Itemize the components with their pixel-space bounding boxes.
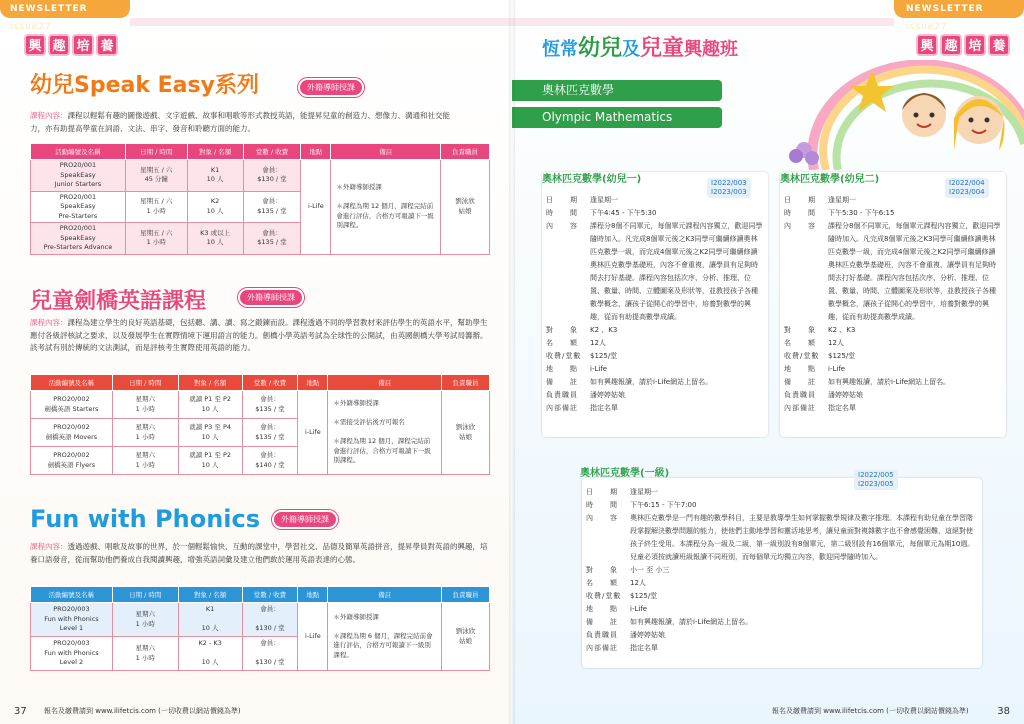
th: 地點 xyxy=(298,587,328,603)
detail-row: 日 期 逢星期一 xyxy=(546,196,618,204)
th: 備註 xyxy=(328,375,442,391)
cell-name: PRO20/001 SpeakEasy Pre-Starters Advance xyxy=(31,223,126,255)
newsletter-label: NEWSLETTER xyxy=(10,4,88,14)
detail-row: 內 容 課程分8個不同單元，每個單元課程內容獨立，歡迎同學隨時加入。凡完成8個單元後之K3同學可繼續修讀奧林匹克數學一級，而完成4個單元後之K2同學可繼續修讀奧林匹克數學基礎班，內容不會重複，讓學員有足夠時間去打好基礎。課程內容包括次序、分析、推理、位置、數量、時間、立體圖案及形狀等，並教授孩子各種數學概念，讓孩子從開心的學習中，培養對數學的興趣，從而有助提高數學成績。 xyxy=(546,222,763,321)
desc-label: 課程內容： xyxy=(30,542,68,551)
cell-target: 就讀 P3 至 P4 10 人 xyxy=(178,419,242,447)
th: 地點 xyxy=(301,144,331,160)
cell-target: K3 或以上 10 人 xyxy=(187,223,243,255)
detail-row: 內部備註 指定名單 xyxy=(784,404,856,412)
table-row xyxy=(31,603,490,637)
card-title: 奧林匹克數學(一級) xyxy=(580,468,670,479)
newsletter-label: NEWSLETTER xyxy=(906,4,984,14)
cambridge-tag: 外籍導師授課 xyxy=(238,288,304,307)
badge-char: 養 xyxy=(988,34,1010,56)
desc-text: 課程以輕鬆有趣的圖像遊戲、文字遊戲、故事和唱歌等形式教授英語，能提昇兒童的創造力、想像力、溝通和社交能力，亦有助提高學童在詞語、文法、串字、發音和聆聽方面的能力。 xyxy=(30,111,450,133)
cell-staff: 劉泳欣 姑娘 xyxy=(441,160,490,255)
desc-label: 課程內容： xyxy=(30,111,68,120)
cell-target: K2 - K3 10 人 xyxy=(178,637,242,671)
cell-name: PRO20/002 劍橋英語 Flyers xyxy=(31,447,113,475)
table-row xyxy=(31,391,490,419)
th: 地點 xyxy=(298,375,328,391)
detail-row: 對 象 K2 、K3 xyxy=(546,326,618,334)
th: 日期 / 時間 xyxy=(112,587,178,603)
card-details xyxy=(784,194,1002,415)
phonics-tag: 外籍導師授課 xyxy=(272,510,338,529)
cell-target: 就讀 P1 至 P2 10 人 xyxy=(178,391,242,419)
cell-name: PRO20/003 Fun with Phonics Level 2 xyxy=(31,637,113,671)
th: 對象 / 名額 xyxy=(178,587,242,603)
cell-name: PRO20/001 SpeakEasy Pre-Starters xyxy=(31,191,126,223)
detail-row: 時 間 下午5:30 - 下午6:15 xyxy=(784,209,895,217)
badge-char: 興 xyxy=(916,34,938,56)
page-right xyxy=(512,0,1024,724)
cell-name: PRO20/002 劍橋英語 Starters xyxy=(31,391,113,419)
table-header xyxy=(31,375,490,391)
cell-place: i-Life xyxy=(301,160,331,255)
speak-easy-title: 幼兒Speak Easy系列 xyxy=(30,73,259,98)
badge-char: 養 xyxy=(96,34,118,56)
card-title: 奧林匹克數學(幼兒一) xyxy=(542,174,642,185)
cell-fee: 會員： $140 / 堂 xyxy=(242,447,298,475)
phonics-title: Fun with Phonics xyxy=(30,505,261,533)
detail-row: 時 間 下午6:15 - 下午7:00 xyxy=(586,501,697,509)
desc-label: 課程內容： xyxy=(30,318,68,327)
cell-notes: ＊外籍導師授課 ＊課程為期 12 個月，課程完結前會進行評估，合格方可報讀下一級別課程。 xyxy=(331,160,441,255)
detail-row: 備 註 如有興趣報讀，請於i-Life網站上留名。 xyxy=(586,618,753,626)
detail-row: 地 點 i-Life xyxy=(546,365,608,373)
th: 對象 / 名額 xyxy=(178,375,242,391)
header-stripe xyxy=(512,18,894,26)
cell-fee: 會員： $135 / 堂 xyxy=(243,191,301,223)
cell-place: i-Life xyxy=(298,391,328,475)
cell-name: PRO20/003 Fun with Phonics Level 1 xyxy=(31,603,113,637)
cell-staff: 劉泳欣 姑娘 xyxy=(442,603,490,671)
cell-name: PRO20/002 劍橋英語 Movers xyxy=(31,419,113,447)
detail-row: 日 期 逢星期一 xyxy=(784,196,856,204)
cell-fee: 會員： $130 / 堂 xyxy=(243,160,301,192)
detail-row: 地 點 i-Life xyxy=(586,605,648,613)
cell-target: K1 10 人 xyxy=(178,603,242,637)
page-footer: 報名及繳費請到 www.ilifetcis.com (一切收費以網站價錢為準) xyxy=(772,707,969,715)
cell-target: 就讀 P1 至 P2 10 人 xyxy=(178,447,242,475)
detail-row: 內 容 課程分8個不同單元，每個單元課程內容獨立，歡迎同學隨時加入。凡完成8個單元後之K3同學可繼續修讀奧林匹克數學一級，而完成4個單元後之K2同學可繼續修讀奧林匹克數學基礎班，內容不會重複，讓學員有足夠時間去打好基礎。課程內容包括次序、分析、推理、位置、數量、時間、立體圖案及形狀等，並教授孩子各種數學概念，讓孩子從開心的學習中，培養對數學的興趣，從而有助提高數學成績。 xyxy=(784,222,1001,321)
detail-row: 名 額 12人 xyxy=(586,579,646,587)
detail-row: 收費/堂數 $125/堂 xyxy=(546,352,618,360)
detail-row: 名 額 12人 xyxy=(784,339,844,347)
badge-char: 培 xyxy=(72,34,94,56)
detail-row: 備 註 如有興趣報讀，請於i-Life網站上留名。 xyxy=(784,378,951,386)
detail-row: 內 容 奧林匹克數學是一門有趣的數學科目，主要是教導學生如何掌握數學規律及數字推理。本課程有助兒童在學習階段掌握解決數學問題的能力，使他們主動地學習和靈活地思考，讓兒童面對複雜數字也不會感覺困難，這絕對使孩子終生受用。本課程分為一級及二級，第一級別設有8個單元，第二級別設有16個單元，每個單元為期10週。兒童必須按就讀班級報讀不同班別，而每個單元均獨立內容，歡迎同學隨時加入。 xyxy=(586,514,975,561)
kids-illustration xyxy=(774,60,1024,170)
table-header xyxy=(31,587,490,603)
newsletter-header-bar xyxy=(894,0,1024,32)
th: 活動編號及名稱 xyxy=(31,144,126,160)
cell-name: PRO20/001 SpeakEasy Junior Starters xyxy=(31,160,126,192)
cell-place: i-Life xyxy=(298,603,328,671)
page-number: 38 xyxy=(997,706,1010,717)
cell-fee: 會員： $135 / 堂 xyxy=(242,419,298,447)
cell-staff: 劉泳欣 姑娘 xyxy=(442,391,490,475)
cell-fee: 會員： $135 / 堂 xyxy=(243,223,301,255)
course-code: I2022/005 I2023/005 xyxy=(854,470,898,490)
cell-notes: ＊外籍導師授課 ＊課程為期 6 個月，課程完結前會進行評估，合格方可報讀下一級別課程。 xyxy=(328,603,442,671)
cell-time: 星期五 / 六 1 小時 xyxy=(125,223,187,255)
subject-bar: 奧林匹克數學 xyxy=(512,80,722,101)
page-title: 恆常幼兒及兒童興趣班 xyxy=(542,36,739,61)
th: 對象 / 名額 xyxy=(187,144,243,160)
subject-bar-en: Olympic Mathematics xyxy=(512,107,722,128)
th: 備註 xyxy=(328,587,442,603)
detail-row: 負責職員 潘婷婷姑娘 xyxy=(784,391,863,399)
detail-row: 對 象 K2 、K3 xyxy=(784,326,856,334)
detail-row: 收費/堂數 $125/堂 xyxy=(586,592,658,600)
th: 負責職員 xyxy=(442,587,490,603)
page-number: 37 xyxy=(14,706,27,717)
card-details xyxy=(546,194,764,415)
cell-target: K1 10 人 xyxy=(187,160,243,192)
cell-time: 星期五 / 六 45 分鐘 xyxy=(125,160,187,192)
cell-time: 星期六 1 小時 xyxy=(112,419,178,447)
cell-fee: 會員： $135 / 堂 xyxy=(242,391,298,419)
cell-time: 星期五 / 六 1 小時 xyxy=(125,191,187,223)
cell-time: 星期六 1 小時 xyxy=(112,447,178,475)
badge-char: 培 xyxy=(964,34,986,56)
cell-target: K2 10 人 xyxy=(187,191,243,223)
th: 活動編號及名稱 xyxy=(31,587,113,603)
table-header xyxy=(31,144,490,160)
th: 日期 / 時間 xyxy=(112,375,178,391)
detail-row: 內部備註 指定名單 xyxy=(546,404,618,412)
detail-row: 負責職員 潘婷婷姑娘 xyxy=(546,391,625,399)
course-code: I2022/003 I2023/003 xyxy=(707,178,751,198)
badge-char: 興 xyxy=(24,34,46,56)
th: 負責職員 xyxy=(442,375,490,391)
phonics-desc xyxy=(30,541,490,566)
cambridge-title: 兒童劍橋英語課程 xyxy=(30,289,207,314)
th: 堂數 / 收費 xyxy=(243,144,301,160)
cell-time: 星期六 1 小時 xyxy=(112,391,178,419)
detail-row: 對 象 小一 至 小三 xyxy=(586,566,670,574)
issue-label: Issue27 xyxy=(906,22,948,32)
detail-row: 名 額 12人 xyxy=(546,339,606,347)
cell-notes: ＊外籍導師授課 ＊需接受評估後方可報名 ＊課程為期 12 個月，課程完結前會進行評估，合格方可報讀下一級別課程。 xyxy=(328,391,442,475)
section-badge xyxy=(24,34,118,56)
course-code: I2022/004 I2023/004 xyxy=(945,178,989,198)
detail-row: 備 註 如有興趣報讀，請於i-Life網站上留名。 xyxy=(546,378,713,386)
th: 堂數 / 收費 xyxy=(242,375,298,391)
issue-label: Issue27 xyxy=(10,22,52,32)
badge-char: 趣 xyxy=(48,34,70,56)
card-details xyxy=(586,486,978,655)
detail-row: 日 期 逢星期一 xyxy=(586,488,658,496)
header-stripe xyxy=(130,18,512,26)
th: 堂數 / 收費 xyxy=(242,587,298,603)
th: 活動編號及名稱 xyxy=(31,375,113,391)
detail-row: 內部備註 指定名單 xyxy=(586,644,658,652)
desc-text: 透過遊戲、唱歌及故事的世界，於一個輕鬆愉快、互動的課堂中，學習社交、品德及簡單英語拼音，提昇學員對英語的興趣，培養口語發音，從而幫助他們養成自我閱讀興趣，增強英語詞彙及建立他們敢於運用英語表達的心態。 xyxy=(30,542,488,564)
detail-row: 收費/堂數 $125/堂 xyxy=(784,352,856,360)
cambridge-table xyxy=(30,374,490,475)
badge-char: 趣 xyxy=(940,34,962,56)
detail-row: 地 點 i-Life xyxy=(784,365,846,373)
th: 備註 xyxy=(331,144,441,160)
speak-easy-table xyxy=(30,143,490,255)
table-row xyxy=(31,160,490,192)
detail-row: 時 間 下午4:45 - 下午5:30 xyxy=(546,209,657,217)
speak-easy-tag: 外籍導師授課 xyxy=(298,78,364,97)
cell-fee: 會員： $130 / 堂 xyxy=(242,603,298,637)
speak-easy-desc xyxy=(30,110,450,135)
cell-time: 星期六 1 小時 xyxy=(112,603,178,637)
phonics-table xyxy=(30,586,490,671)
detail-row: 負責職員 潘婷婷姑娘 xyxy=(586,631,665,639)
page-footer: 報名及繳費請到 www.ilifetcis.com (一切收費以網站價錢為準) xyxy=(44,707,241,715)
card-title: 奧林匹克數學(幼兒二) xyxy=(780,174,880,185)
cambridge-desc xyxy=(30,317,490,355)
section-badge xyxy=(916,34,1010,56)
cell-time: 星期六 1 小時 xyxy=(112,637,178,671)
cell-fee: 會員： $130 / 堂 xyxy=(242,637,298,671)
book-gutter xyxy=(509,0,515,724)
newsletter-header-bar xyxy=(0,0,130,32)
th: 日期 / 時間 xyxy=(125,144,187,160)
th: 負責職員 xyxy=(441,144,490,160)
desc-text: 課程為建立學生的良好英語基礎，包括聽、講、讀、寫之鍛鍊而設。課程透過不同的學習教材來評估學生的英語水平，幫助學生應付各級評核試之要求，以及發展學生在實際情境下運用語言的能力。劍橋小學英語考試為全球性的公開試，由英國劍橋大學考試局籌辦。該考試有別於傳統的文法測試，而是評核考生實際使用英語的能力。 xyxy=(30,318,488,352)
